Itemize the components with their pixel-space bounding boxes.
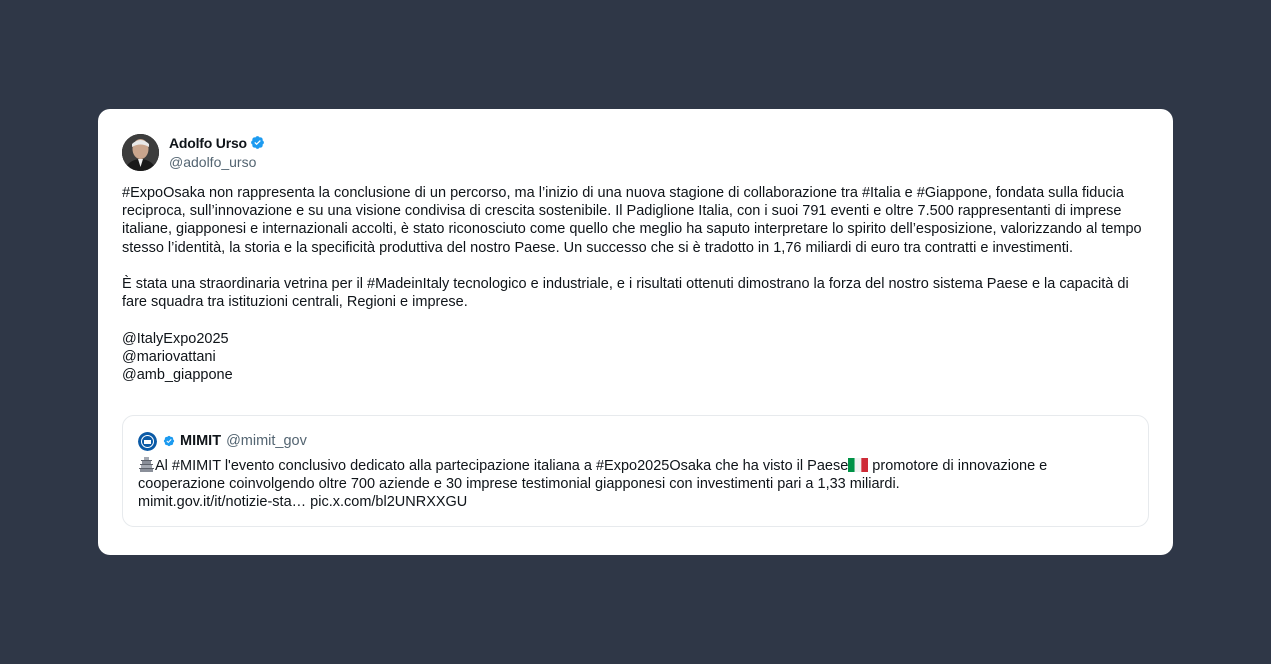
- quoted-tweet-header: [138, 431, 307, 451]
- quoted-tweet[interactable]: [122, 415, 1149, 527]
- quoted-tweet-body: [138, 456, 1138, 512]
- tweet-paragraph: #ExpoOsaka non rappresenta la conclusione di un percorso, ma l’inizio di una nuova stagione di collaborazione tra #Italia e #Giappone, fondata sulla fiducia reciproca, sull’innovazione e su una visione condivisa di crescita sostenibile. Il Padiglione Italia, con i suoi 791 eventi e oltre 7.500 rappresentanti di imprese italiane, giapponesi e internazionali accolti, è stato riconosciuto come quello che meglio ha saputo interpretare lo spirito dell’esposizione, valorizzando al tempo stesso l’identità, la storia e la specificità produttiva del nostro Paese. Un successo che si è tradotto in 1,76 miliardi di euro tra contratti e investimenti.: [122, 185, 1142, 256]
- author-name-row: [169, 134, 265, 152]
- mention-link[interactable]: @amb_giappone: [122, 367, 233, 383]
- tweet-body: [122, 184, 1152, 384]
- mention-link[interactable]: @ItalyExpo2025: [122, 330, 229, 347]
- verified-badge-icon: [163, 435, 175, 447]
- author-display-name[interactable]: Adolfo Urso: [169, 134, 247, 151]
- author-header: [122, 133, 265, 171]
- quoted-text-part2: promotore di innovazione e cooperazione coinvolgendo oltre 700 aziende e 30 imprese testimonial giapponesi con investimenti pari a 1,33 miliardi.: [138, 458, 1048, 493]
- tweet-card: [98, 109, 1173, 555]
- quoted-text-part1: Al #MIMIT l'evento conclusivo dedicato alla partecipazione italiana a #Expo2025Osaka che ha visto il Paese: [155, 458, 849, 474]
- quoted-author-avatar[interactable]: [138, 432, 157, 451]
- author-names: [169, 134, 265, 171]
- quoted-tweet-links[interactable]: mimit.gov.it/it/notizie-sta… pic.x.com/bl2UNRXXGU: [138, 494, 468, 511]
- quoted-author-handle[interactable]: @mimit_gov: [226, 433, 307, 449]
- tweet-paragraph: È stata una straordinaria vetrina per il #MadeinItaly tecnologico e industriale, e i risultati ottenuti dimostrano la forza del nostro sistema Paese e la capacità di fare squadra tra istituzioni centrali, Regioni e imprese.: [122, 276, 1129, 311]
- italy-flag-icon: [848, 458, 868, 472]
- mention-link[interactable]: @mariovattani: [122, 348, 216, 365]
- quoted-tweet-text: [138, 456, 1138, 493]
- verified-badge-icon: [250, 135, 265, 150]
- author-handle[interactable]: @adolfo_urso: [169, 153, 257, 170]
- pagoda-icon: [138, 456, 155, 472]
- author-avatar[interactable]: [122, 134, 159, 171]
- quoted-author-name[interactable]: MIMIT: [180, 433, 222, 449]
